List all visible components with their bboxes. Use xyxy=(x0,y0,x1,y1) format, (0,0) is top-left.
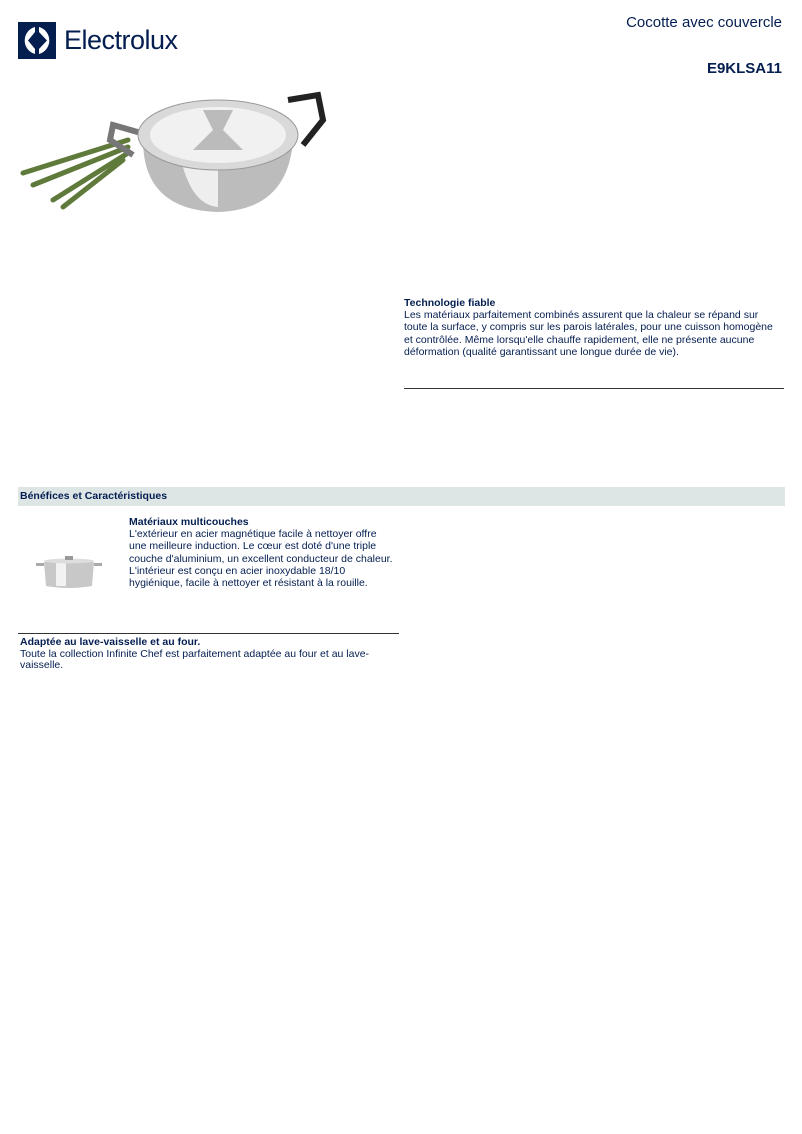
technology-heading: Technologie fiable xyxy=(404,297,496,309)
technology-block xyxy=(404,297,784,358)
feature-text: L'extérieur en acier magnétique facile à nettoyer offre une meilleure induction. Le cœur est doté d'une triple couche d'aluminium, un excellent conducteur de chaleur. L'intérieur est conçu en acier inoxydable 18/10 hygiénique, facile à nettoyer et résistant à la rouille. xyxy=(129,528,393,590)
divider xyxy=(18,633,399,634)
feature-heading: Matériaux multicouches xyxy=(129,516,249,528)
electrolux-logo-icon xyxy=(18,22,56,59)
brand-name: Electrolux xyxy=(64,25,178,55)
feature-multilayer xyxy=(129,516,394,589)
technology-text: Les matériaux parfaitement combinés assurent que la chaleur se répand sur toute la surface, y compris sur les parois latérales, pour une cuisson homogène et contrôlée. Même lorsqu'elle chauffe rapidement, elle ne présente aucune déformation (qualité garantissant une longue durée de vie). xyxy=(404,309,773,358)
divider xyxy=(404,388,784,389)
feature-pot-image xyxy=(36,556,102,590)
product-image xyxy=(18,85,338,215)
product-title: Cocotte avec couvercle xyxy=(626,14,782,31)
brand-logo xyxy=(18,22,178,59)
feature-text: Toute la collection Infinite Chef est parfaitement adaptée au four et au lave-vaisselle. xyxy=(20,647,370,671)
feature-dishwasher xyxy=(20,637,390,672)
section-header: Bénéfices et Caractéristiques xyxy=(18,487,785,506)
feature-heading: Adaptée au lave-vaisselle et au four. xyxy=(20,636,201,648)
product-model: E9KLSA11 xyxy=(706,60,782,77)
